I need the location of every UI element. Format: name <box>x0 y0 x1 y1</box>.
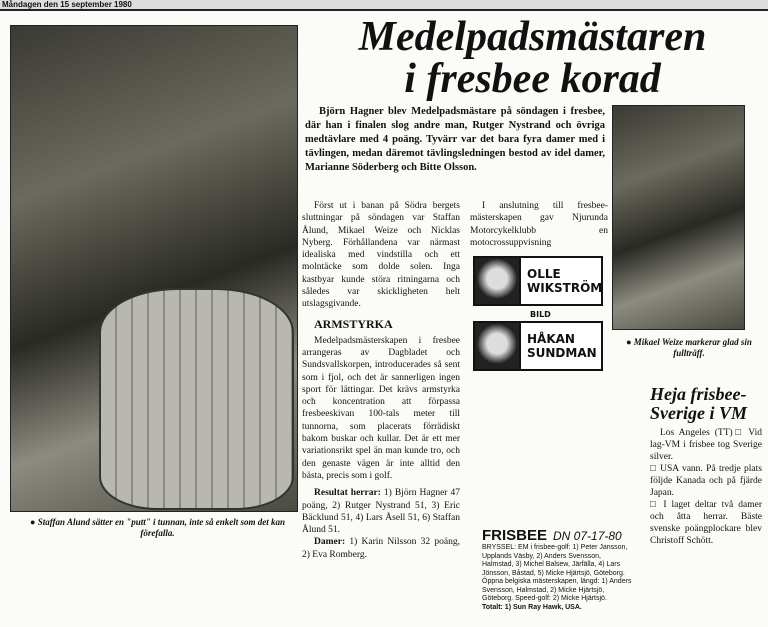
column-1 <box>302 200 460 561</box>
lead-paragraph: Björn Hagner blev Medelpadsmästare på söndagen i fresbee, där han i finalen slog andre man, Rutger Nystrand och övriga medtävlare med 4 poäng. Tyvärr var det bara fyra damer med i tävlingen, medan däremot tävlingsledningen bestod av idel damer, Marianne Söderberg och Bitte Olsson. <box>305 106 605 173</box>
dateline: Måndagen den 15 september 1980 <box>0 0 768 11</box>
photographer-name: HÅKAN SUNDMAN <box>527 332 597 360</box>
photographer-portrait <box>475 323 521 369</box>
results-men <box>302 487 460 536</box>
headline <box>305 16 760 100</box>
results-heading: FRISBEE <box>482 527 548 544</box>
results-women <box>302 536 460 561</box>
results-text: 1) Karin Nilsson 32 poäng, 2) Eva Romberg. <box>302 537 460 560</box>
subheading: ARMSTYRKA <box>314 316 393 331</box>
results-paragraph: Öppna belgiska mästerskapen, längd: 1) Anders Svensson, Halmstad, 2) Micke Hjärtsjö, Göteborg. Speed-golf: 2) Micke Hjärtsjö. <box>482 578 632 602</box>
paragraph: Först ut i banan på Södra bergets sluttningar på söndagen var Staffan Ålund, Mikael Weize och Nicklas Nyberg. Förhållandena var närmast idealiska med vindstilla och ett molntäcke som dolde solen. Inga kastbyar kunde störa ritningarna och således var skickligheten helt utslagsgivande. <box>302 201 460 310</box>
barrel <box>99 288 294 510</box>
handwritten-note: DN 07-17-80 <box>553 529 622 543</box>
caption-left-text: Staffan Alund sätter en "putt" i tunnan, inte så enkelt som det kan förefalla. <box>37 517 285 538</box>
results-box <box>482 527 632 612</box>
results-label: Damer: <box>314 537 346 548</box>
writer-name: OLLE WIKSTRÖM <box>527 267 603 295</box>
sidebar-paragraph: Los Angeles (TT)□ Vid lag-VM i frisbee tog Sverige silver. <box>650 428 762 462</box>
results-label: Resultat herrar: <box>314 488 381 499</box>
caption-right: ● Mikael Weize markerar glad sin fullträff. <box>626 337 752 358</box>
headline-line1: Medelpadsmästaren <box>358 14 707 60</box>
sidebar-paragraph: □ USA vann. På tredje plats följde Kanada och på fjärde Japan. <box>650 464 762 498</box>
results-paragraph: Totalt: 1) Sun Ray Hawk, USA. <box>482 603 582 611</box>
paragraph: I anslutning till fresbee-mästerskapen gav Njurunda Motorcykelklubb en motocrossuppvisning <box>470 201 608 248</box>
caption-left: ● Staffan Alund sätter en "putt" i tunnan, inte så enkelt som det kan förefalla. <box>30 517 285 538</box>
sidebar-headline: Heja frisbee-Sverige i VM <box>650 384 747 423</box>
sidebar-paragraph: □ I laget deltar två damer och åtta herrar. Bäste svenske poängplockare blev Christoff Schött. <box>650 500 762 546</box>
results-text: 1) Björn Hagner 47 poäng, 2) Rutger Nystrand 51, 3) Eric Bäcklund 51, 4) Lars Åsell 51, 6) Staffan Ålund 51. <box>302 488 460 536</box>
photo-staffan-alund <box>10 25 298 512</box>
photo-mikael-weize <box>612 105 745 330</box>
byline-writer <box>473 256 603 306</box>
writer-portrait <box>475 258 521 304</box>
photo-label: BILD <box>530 310 551 319</box>
caption-right-text: Mikael Weize markerar glad sin fullträff. <box>633 337 752 358</box>
column-2 <box>470 200 608 249</box>
paragraph: Medelpadsmästerskapen i fresbee arrangeras av Dagbladet och Sundsvallskorpen, introducerades så sent som i fjol, och det är sannerligen ingen sport för lättingar. Det krävs armstyrka och koncentration att förpassa fresbeeskivan 100-tals meter till tunnorna, som placerats förrädiskt bakom buskar och kullar. Det är ett mer variationsrikt spel än man kunde tro, och den genaste vägen är inte alltid den bästa, precis som i golf. <box>302 335 460 481</box>
results-paragraph: BRYSSEL: EM i frisbee-golf: 1) Peter Jansson, Upplands Väsby, 2) Anders Svensson, Halmstad, 3) Michel Balsew, Järfälla, 4) Lars Jönsson, Båstad, 5) Micke Hjärtsjö, Göteborg. <box>482 544 628 577</box>
sidebar-body <box>650 427 762 547</box>
byline-photographer <box>473 321 603 371</box>
sidebar <box>650 385 762 547</box>
headline-line2: i fresbee korad <box>404 56 661 102</box>
